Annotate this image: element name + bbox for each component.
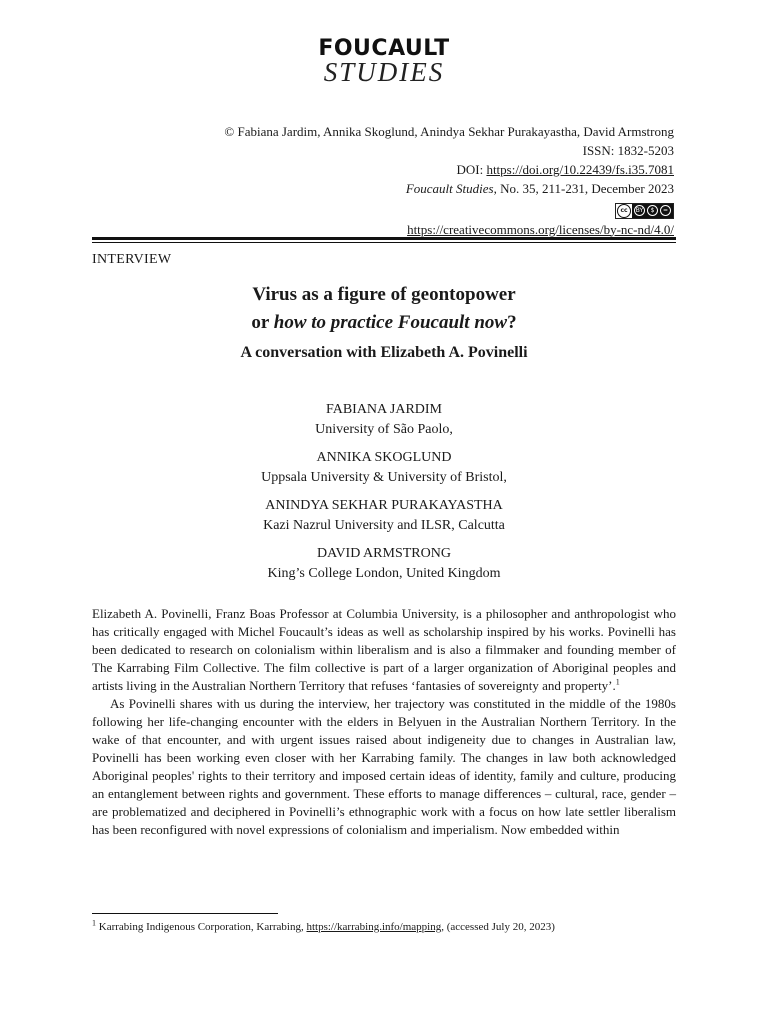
article-meta [224,122,674,239]
footnote-marker[interactable]: 1 [615,677,620,687]
paragraph-text: As Povinelli shares with us during the interview, her trajectory was constituted in the middle of the 1980s following her life-changing encounter with the elders in Belyuen in the Australian Northern Territory. In the wake of that encounter, and with urgent issues raised about indigeneity due to changes in Australian law, Povinelli has been working even closer with her Karrabing family. The changes in law both acknowledged Aboriginal peoples' rights to their territory and imposed certain ideas of identity, family and culture, producing an entanglement between rights and government. These efforts to manage differences – cultural, race, gender – are problematized and deciphered in Povinelli’s ethnographic work with a focus on how late settler liberalism has been reconfigured with novel expressions of colonialism and imperialism. Now embedded within [92,696,676,837]
footnote-text-after: , (accessed July 20, 2023) [441,921,555,933]
cc-by-nc-nd-icons [632,204,673,218]
body-paragraph-1 [92,605,676,695]
footnote-number: 1 [92,918,96,928]
author-block [0,496,768,536]
footnote-rule [92,913,278,914]
title-italic: how to practice Foucault now [273,312,508,333]
article-body [92,605,676,839]
logo-foucault: FOUCAULT [318,36,450,61]
license-link[interactable]: https://creativecommons.org/licenses/by-nc-nd/4.0/ [407,221,674,237]
footnote-text-before: Karrabing Indigenous Corporation, Karrabing, [96,921,307,933]
logo-studies: STUDIES [323,57,445,87]
author-block [0,400,768,440]
header-rule-thin [92,242,676,243]
issn-line: ISSN: 1832-5203 [582,143,674,158]
article-subtitle: A conversation with Elizabeth A. Povinelli [240,344,528,361]
footnote [92,920,555,935]
cc-license-icon[interactable] [615,203,674,219]
license-badge-line [224,198,674,220]
title-line-2-suffix: ? [507,312,517,333]
header-rule-thick [92,237,676,240]
doi-label: DOI: [456,162,487,177]
author-affiliation: King’s College London, United Kingdom [267,566,501,581]
cc-nd-icon: = [660,205,671,216]
author-block [0,544,768,584]
author-name: DAVID ARMSTRONG [317,546,451,561]
cc-by-icon: BY [635,207,644,214]
license-line [224,220,674,239]
author-affiliation: Kazi Nazrul University and ILSR, Calcutta [263,518,505,533]
cc-nc-icon: $ [647,205,658,216]
journal-name: Foucault Studies [405,181,494,196]
citation-details: , No. 35, 211-231, December 2023 [493,181,674,196]
title-line-2-prefix: or [251,312,274,333]
cc-logo-icon: cc [617,204,631,218]
doi-link[interactable]: https://doi.org/10.22439/fs.i35.7081 [486,162,674,177]
author-name: FABIANA JARDIM [325,402,443,417]
author-name: ANINDYA SEKHAR PURAKAYASTHA [265,498,503,513]
author-affiliation: University of São Paolo, [315,422,453,437]
copyright-line: © Fabiana Jardim, Annika Skoglund, Anindya Sekhar Purakayastha, David Armstrong [224,124,674,139]
author-affiliation: Uppsala University & University of Bristol, [261,470,507,485]
doi-line [224,160,674,179]
journal-logo [0,36,768,87]
author-block [0,448,768,488]
citation-line [224,179,674,198]
footnote-link[interactable]: https://karrabing.info/mapping [306,921,442,933]
section-label: INTERVIEW [92,252,172,267]
title-line-1: Virus as a figure of geontopower [252,284,516,305]
author-list [0,400,768,592]
author-name: ANNIKA SKOGLUND [316,450,452,465]
article-title [0,281,768,337]
title-line-2 [0,309,768,337]
body-paragraph-2 [92,695,676,839]
paragraph-text: Elizabeth A. Povinelli, Franz Boas Professor at Columbia University, is a philosopher and anthropologist who has critically engaged with Michel Foucault’s ideas as well as scholarship inspired by his works. Povinelli has been dedicated to research on colonialism within liberalism and is also a filmmaker and founding member of The Karrabing Film Collective. The film collective is part of a larger organization of Aboriginal peoples and artists living in the Australian Northern Territory that refuses ‘fantasies of sovereignty and property’. [92,606,676,693]
